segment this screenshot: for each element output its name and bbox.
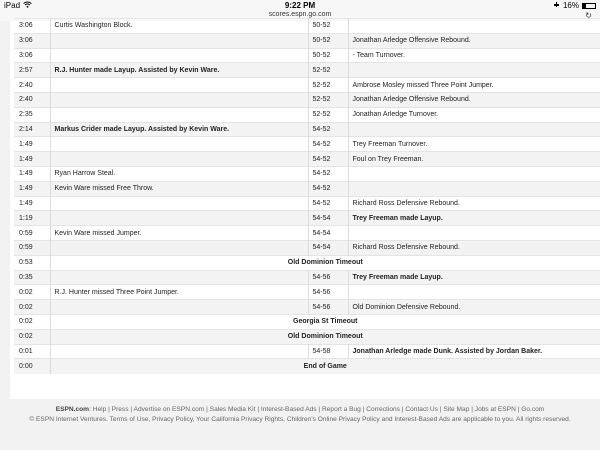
footer-links (0, 405, 600, 415)
home-play (348, 63, 600, 78)
play-row (14, 19, 600, 34)
footer-separator: | (515, 406, 522, 413)
footer-separator: | (399, 406, 406, 413)
score: 52-52 (308, 107, 348, 122)
away-play: Curtis Washington Block. (50, 19, 308, 34)
footer-separator: | (469, 406, 475, 413)
play-row (14, 152, 600, 167)
away-play: Kevin Ware missed Jumper. (50, 226, 308, 241)
device-name: iPad (4, 1, 21, 10)
play-row (14, 78, 600, 93)
footer-link[interactable]: Advertise on ESPN.com (133, 406, 205, 413)
score: 50-52 (308, 48, 348, 63)
away-play (50, 300, 308, 315)
footer-link[interactable]: Jobs at ESPN (474, 406, 516, 413)
footer-link[interactable]: Interest-Based Ads (260, 406, 317, 413)
home-play: - Team Turnover. (348, 48, 600, 63)
home-play: Jonathan Arledge Turnover. (348, 107, 600, 122)
home-play: Ambrose Mosley missed Three Point Jumper. (348, 78, 600, 93)
footer-separator: | (255, 406, 261, 413)
play-row (14, 181, 600, 196)
footer-link[interactable]: Press (111, 406, 129, 413)
play-row (14, 92, 600, 107)
event-label: Old Dominion Timeout (50, 329, 600, 344)
play-time: 2:14 (14, 122, 50, 137)
away-play (50, 48, 308, 63)
footer-link[interactable]: Corrections (366, 406, 400, 413)
home-play: Jonathan Arledge made Dunk. Assisted by Jordan Baker. (348, 344, 600, 359)
score: 54-52 (308, 181, 348, 196)
home-play: Trey Freeman made Layup. (348, 211, 600, 226)
play-time: 0:02 (14, 285, 50, 300)
timeout-row (14, 314, 600, 329)
away-play (50, 211, 308, 226)
away-play (50, 196, 308, 211)
play-time: 3:06 (14, 19, 50, 34)
play-time: 2:40 (14, 92, 50, 107)
timeout-row (14, 329, 600, 344)
home-play (348, 226, 600, 241)
footer-separator: | (204, 406, 210, 413)
score: 50-52 (308, 19, 348, 34)
play-time: 1:49 (14, 196, 50, 211)
score: 50-52 (308, 33, 348, 48)
play-time: 0:35 (14, 270, 50, 285)
footer-link[interactable]: Help (92, 406, 107, 413)
play-time: 1:49 (14, 137, 50, 152)
away-play: Markus Crider made Layup. Assisted by Kevin Ware. (50, 122, 308, 137)
battery-percent: 16% (562, 1, 579, 10)
play-row (14, 166, 600, 181)
alarm-icon (553, 1, 560, 10)
away-play (50, 152, 308, 167)
score: 54-54 (308, 226, 348, 241)
score: 54-52 (308, 166, 348, 181)
score: 54-52 (308, 152, 348, 167)
page-footer (0, 405, 600, 425)
play-row (14, 285, 600, 300)
score: 54-56 (308, 300, 348, 315)
away-play (50, 270, 308, 285)
footer-separator: | (128, 406, 134, 413)
away-play (50, 33, 308, 48)
timeout-row (14, 255, 600, 270)
event-label: Old Dominion Timeout (50, 255, 600, 270)
play-row (14, 211, 600, 226)
play-time: 1:49 (14, 166, 50, 181)
play-row (14, 63, 600, 78)
home-play (348, 166, 600, 181)
footer-separator: | (316, 406, 322, 413)
away-play (50, 240, 308, 255)
score: 54-54 (308, 211, 348, 226)
play-row (14, 48, 600, 63)
home-play (348, 122, 600, 137)
footer-link[interactable]: Contact Us (405, 406, 438, 413)
play-time: 0:53 (14, 255, 50, 270)
score: 52-52 (308, 92, 348, 107)
home-play: Trey Freeman Turnover. (348, 137, 600, 152)
away-play (50, 78, 308, 93)
footer-separator: | (360, 406, 367, 413)
footer-link[interactable]: Sales Media Kit (209, 406, 256, 413)
clock: 9:22 PM (284, 1, 316, 10)
footer-brand: ESPN.com (55, 406, 90, 413)
play-time: 2:40 (14, 78, 50, 93)
away-play: R.J. Hunter made Layup. Assisted by Kevin Ware. (50, 63, 308, 78)
play-row (14, 33, 600, 48)
play-time: 1:49 (14, 181, 50, 196)
away-play: Ryan Harrow Steal. (50, 166, 308, 181)
score: 54-54 (308, 240, 348, 255)
score: 52-52 (308, 63, 348, 78)
play-time: 0:01 (14, 344, 50, 359)
play-time: 1:19 (14, 211, 50, 226)
home-play: Foul on Trey Freeman. (348, 152, 600, 167)
score: 54-58 (308, 344, 348, 359)
play-time: 2:57 (14, 63, 50, 78)
home-play (348, 181, 600, 196)
footer-separator: | (106, 406, 112, 413)
event-label: Georgia St Timeout (50, 314, 600, 329)
home-play (348, 285, 600, 300)
play-time: 3:06 (14, 33, 50, 48)
away-play: Kevin Ware missed Free Throw. (50, 181, 308, 196)
play-row (14, 107, 600, 122)
url-text[interactable]: scores.espn.go.com (268, 11, 332, 18)
away-play (50, 107, 308, 122)
footer-legal: © ESPN Internet Ventures. Terms of Use, Privacy Policy, Your California Privacy Rights, Children's Online Privacy Policy and Interest-Based Ads are applicable to you. All rights reserved. (29, 416, 571, 423)
footer-separator: | (437, 406, 444, 413)
play-by-play-body (14, 19, 600, 374)
play-row (14, 300, 600, 315)
home-play: Jonathan Arledge Offensive Rebound. (348, 33, 600, 48)
play-row (14, 344, 600, 359)
play-time: 2:35 (14, 107, 50, 122)
play-row (14, 122, 600, 137)
event-label: End of Game (50, 359, 600, 374)
home-play: Richard Ross Defensive Rebound. (348, 240, 600, 255)
score: 54-52 (308, 122, 348, 137)
footer-link[interactable]: Report a Bug (321, 406, 361, 413)
score: 52-52 (308, 78, 348, 93)
play-row (14, 196, 600, 211)
away-play: R.J. Hunter missed Three Point Jumper. (50, 285, 308, 300)
battery-icon (582, 3, 596, 9)
play-time: 0:02 (14, 300, 50, 315)
home-play (348, 19, 600, 34)
play-time: 0:59 (14, 226, 50, 241)
home-play: Old Dominion Defensive Rebound. (348, 300, 600, 315)
play-time: 0:59 (14, 240, 50, 255)
play-row (14, 137, 600, 152)
footer-link[interactable]: Go.com (521, 406, 545, 413)
footer-colon: : (89, 406, 93, 413)
score: 54-52 (308, 196, 348, 211)
home-play: Richard Ross Defensive Rebound. (348, 196, 600, 211)
play-row (14, 226, 600, 241)
status-right (553, 1, 596, 10)
score: 54-56 (308, 270, 348, 285)
footer-link[interactable]: Site Map (443, 406, 470, 413)
away-play (50, 344, 308, 359)
timeout-row (14, 359, 600, 374)
away-play (50, 92, 308, 107)
away-play (50, 137, 308, 152)
score: 54-56 (308, 285, 348, 300)
play-time: 0:00 (14, 359, 50, 374)
home-play: Trey Freeman made Layup. (348, 270, 600, 285)
play-row (14, 270, 600, 285)
play-row (14, 240, 600, 255)
play-time: 0:02 (14, 329, 50, 344)
play-time: 0:02 (14, 314, 50, 329)
reload-icon[interactable]: ↻ (585, 11, 592, 20)
play-time: 1:49 (14, 152, 50, 167)
score: 54-52 (308, 137, 348, 152)
play-by-play-table (14, 18, 600, 374)
play-time: 3:06 (14, 48, 50, 63)
home-play: Jonathan Arledge Offensive Rebound. (348, 92, 600, 107)
